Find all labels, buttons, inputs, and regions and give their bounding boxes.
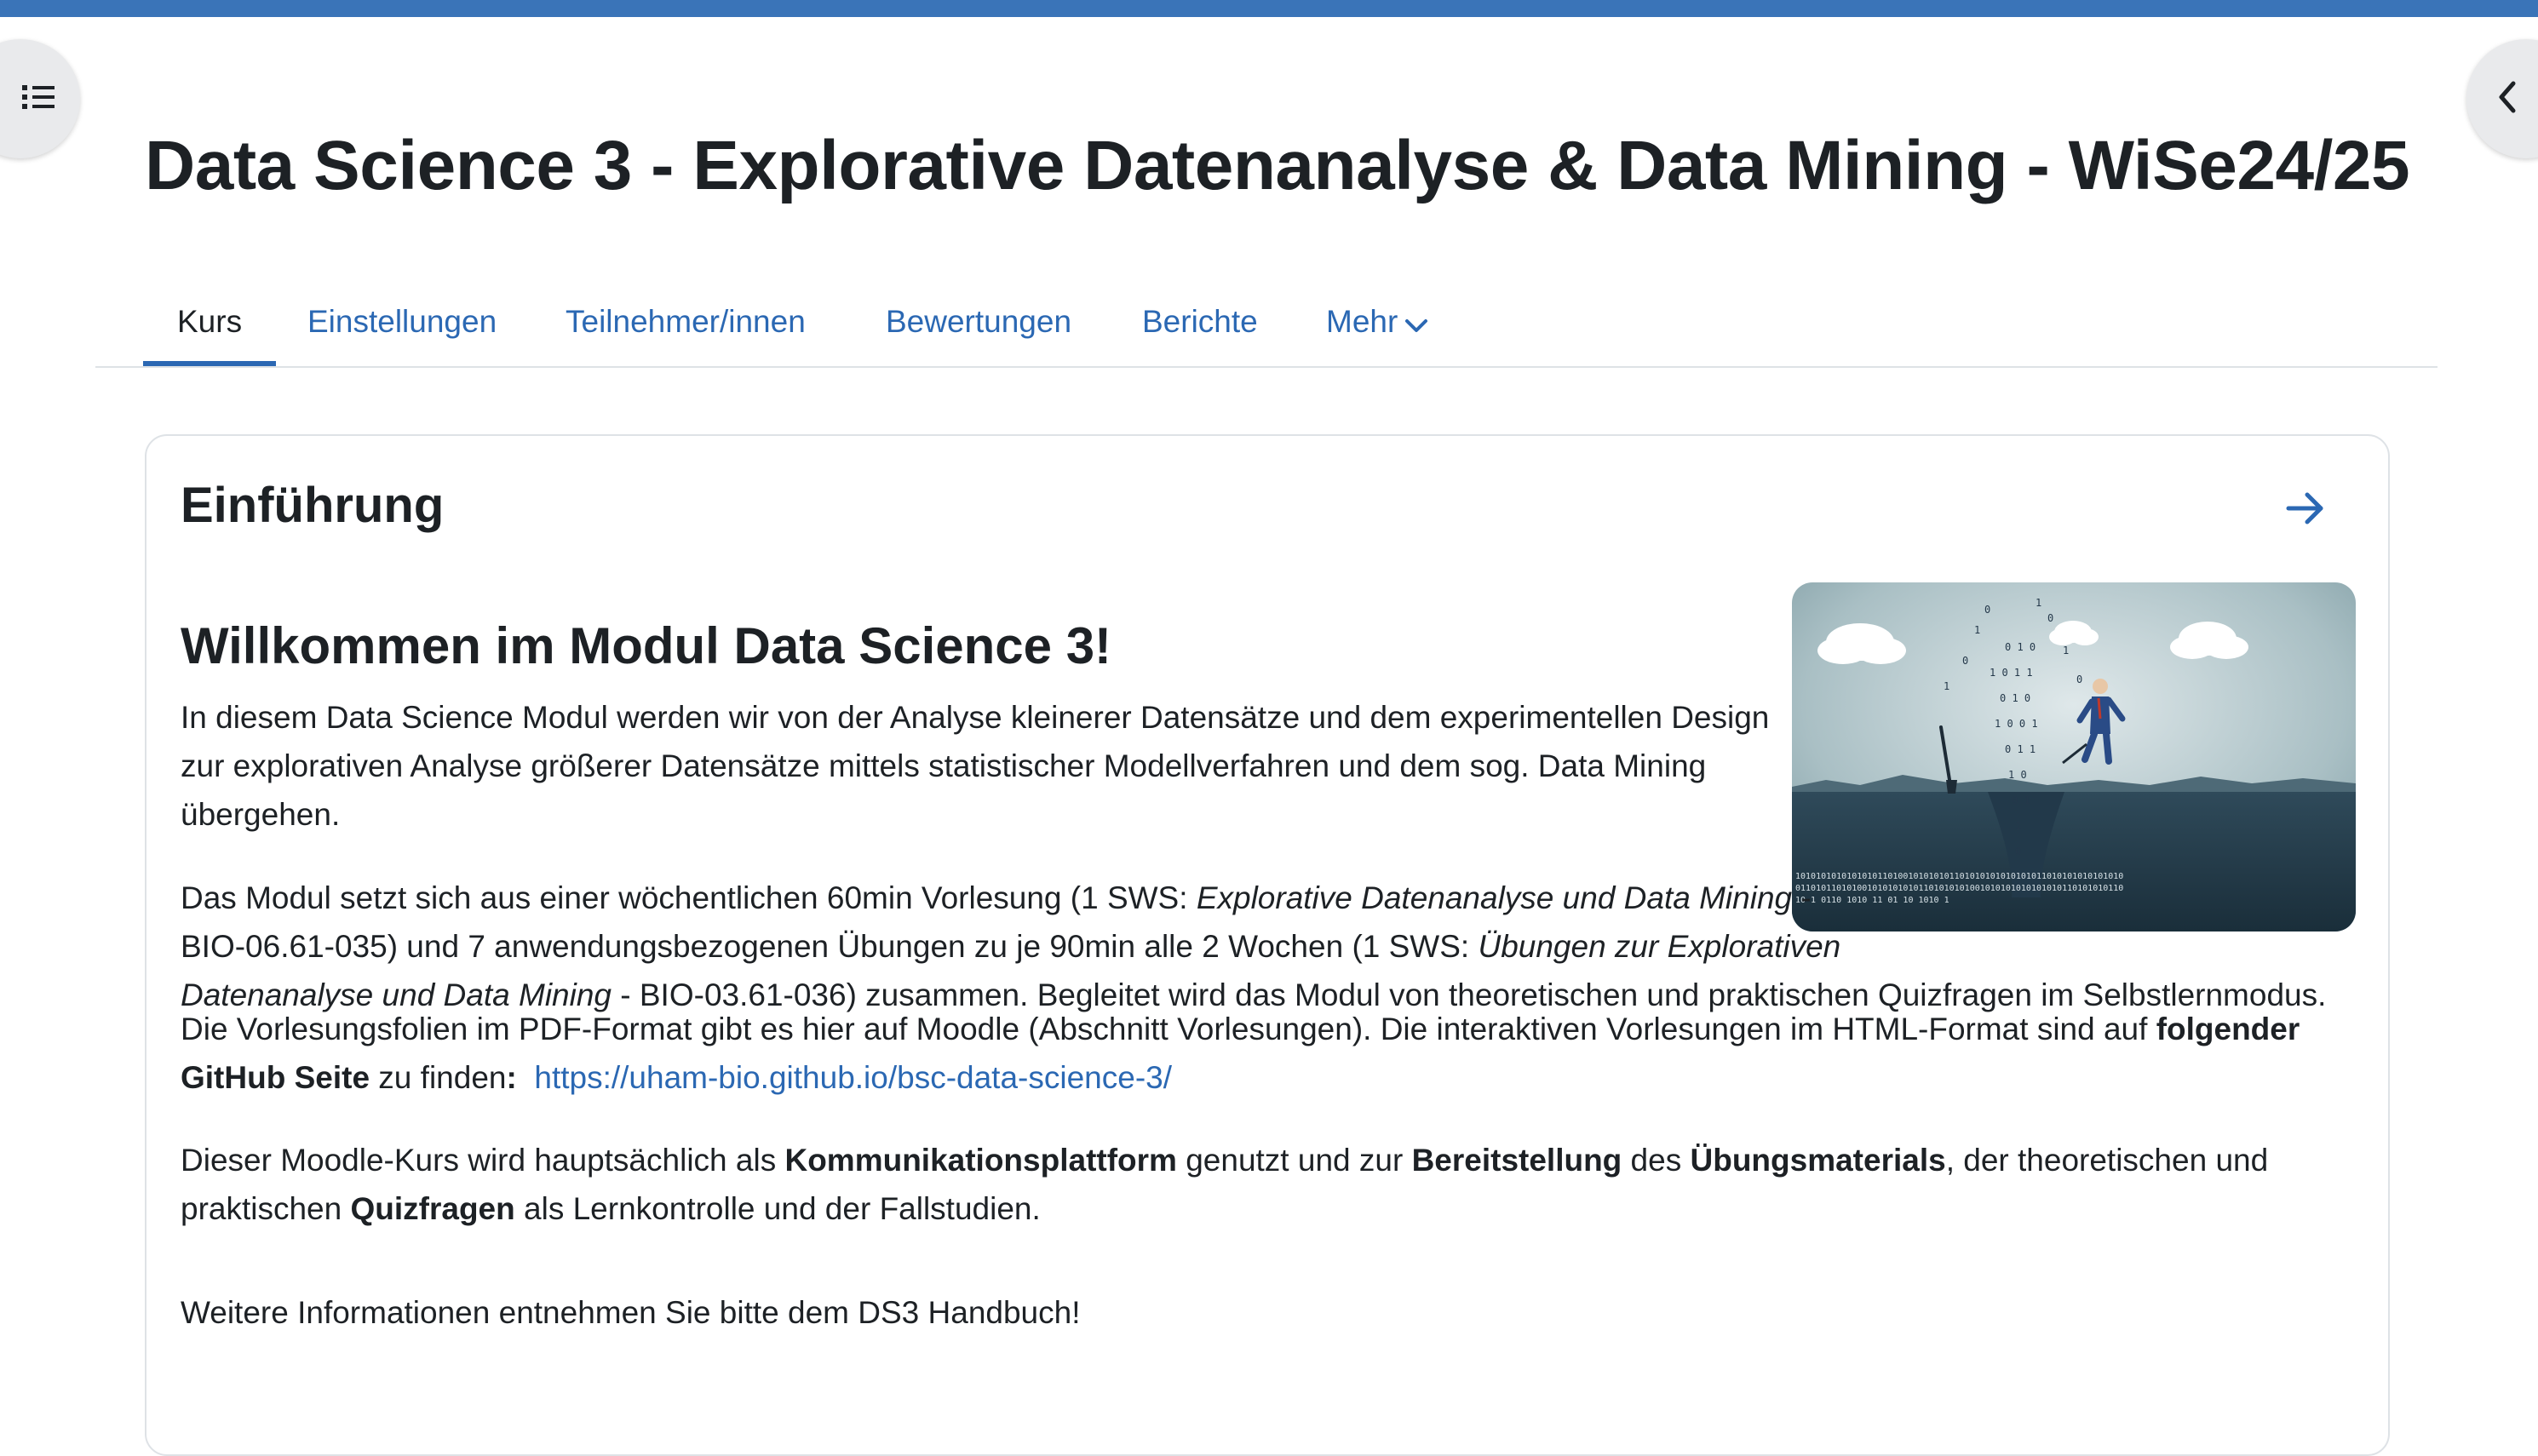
- tab-mehr[interactable]: [1326, 279, 1428, 364]
- structure-text-2a: BIO-06.61-035) und 7 anwendungsbezogenen Übungen zu je 90min alle 2 Wochen (1 SWS:: [181, 929, 1479, 964]
- page-title: Data Science 3 - Explorative Datenanalyse & Data Mining - WiSe24/25: [145, 127, 2410, 204]
- tab-teilnehmer[interactable]: Teilnehmer/innen: [566, 304, 806, 339]
- usage-text-1: Dieser Moodle-Kurs wird hauptsächlich als: [181, 1143, 785, 1178]
- top-accent-bar: [0, 0, 2538, 17]
- intro-line-3: übergehen.: [181, 797, 341, 832]
- svg-text:0 1 0: 0 1 0: [2005, 641, 2036, 653]
- section-title[interactable]: Einführung: [181, 478, 445, 533]
- open-block-drawer-button[interactable]: [2466, 39, 2538, 158]
- usage-text-5: praktischen: [181, 1191, 351, 1226]
- slides-colon: :: [506, 1060, 517, 1095]
- module-structure-paragraph: [181, 874, 2326, 1019]
- structure-text-1c: -: [1792, 880, 1812, 915]
- structure-text-1a: Das Modul setzt sich aus einer wöchentlichen 60min Vorlesung (1 SWS:: [181, 880, 1197, 915]
- course-index-list-icon: [22, 83, 56, 115]
- usage-bold-provision: Bereitstellung: [1411, 1143, 1622, 1178]
- svg-text:0: 0: [2015, 846, 2022, 857]
- svg-text:1 0 0 1: 1 0 0 1: [1995, 718, 2038, 730]
- svg-text:1: 1: [2036, 597, 2042, 609]
- welcome-heading: Willkommen im Modul Data Science 3!: [181, 617, 1112, 674]
- svg-text:1: 1: [1974, 624, 1981, 636]
- svg-text:1 0 1 1: 1 0 1 1: [1990, 667, 2033, 679]
- usage-text-3: des: [1622, 1143, 1691, 1178]
- tab-kurs[interactable]: Kurs: [177, 279, 242, 364]
- chevron-left-icon: [2496, 80, 2518, 118]
- svg-text:1: 1: [2015, 820, 2022, 832]
- structure-text-3b: - BIO-03.61-036) zusammen. Begleitet wird das Modul von theoretischen und praktischen Quizfragen im Selbstlernmodus.: [612, 977, 2327, 1012]
- svg-text:1: 1: [1944, 680, 1950, 692]
- usage-bold-communication: Kommunikationsplattform: [784, 1143, 1177, 1178]
- handbook-paragraph: Weitere Informationen entnehmen Sie bitte dem DS3 Handbuch!: [181, 1295, 1081, 1330]
- open-course-index-button[interactable]: [0, 39, 80, 158]
- svg-text:0: 0: [2047, 612, 2054, 624]
- slides-bold-1: folgender: [2156, 1012, 2300, 1046]
- tab-mehr-label: Mehr: [1326, 304, 1398, 339]
- svg-text:1: 1: [2063, 645, 2070, 656]
- tab-bewertungen[interactable]: Bewertungen: [886, 304, 1072, 339]
- svg-text:0 1: 0 1: [2012, 794, 2030, 806]
- github-pages-link[interactable]: https://uham-bio.github.io/bsc-data-science-3/: [534, 1060, 1172, 1095]
- svg-text:0 1 0: 0 1 0: [2000, 692, 2031, 704]
- usage-text-4: , der theoretischen und: [1945, 1143, 2269, 1178]
- structure-course-name-1: Explorative Datenanalyse und Data Mining: [1196, 880, 1793, 915]
- section-einfuehrung: [145, 434, 2390, 1456]
- svg-text:0: 0: [2076, 674, 2083, 685]
- svg-text:0: 0: [1962, 655, 1969, 667]
- slides-paragraph: [181, 1005, 2300, 1102]
- chevron-down-icon: [1404, 281, 1428, 366]
- usage-bold-material: Übungsmaterials: [1690, 1143, 1946, 1178]
- usage-text-2: genutzt und zur: [1176, 1143, 1412, 1178]
- structure-course-name-2b: Datenanalyse und Data Mining: [181, 977, 612, 1012]
- svg-text:101010101010101011010010101010: 1010101010101010110100101010101101010101010101011010101010101010: [1795, 872, 2124, 881]
- slides-text-1: Die Vorlesungsfolien im PDF-Format gibt es hier auf Moodle (Abschnitt Vorlesungen). Die interaktiven Vorlesungen im HTML-Format sind auf: [181, 1012, 2156, 1046]
- svg-text:10 1 0110 1010: 10 1 0110 1010 11 01 10 1010 1: [1795, 896, 1949, 905]
- svg-text:1 0: 1 0: [2008, 769, 2027, 781]
- intro-paragraph: [181, 693, 1769, 839]
- slides-bold-2: GitHub Seite: [181, 1060, 370, 1095]
- moodle-usage-paragraph: [181, 1136, 2268, 1233]
- course-secondary-navigation: [95, 255, 2438, 368]
- intro-line-1: In diesem Data Science Modul werden wir von der Analyse kleinerer Datensätze und dem experimentellen Design: [181, 700, 1770, 735]
- usage-text-6: als Lernkontrolle und der Fallstudien.: [514, 1191, 1041, 1226]
- svg-text:011010110101001010101010110101: 0110101101010010101010101101010101001010101010101010110101010110: [1795, 884, 2124, 893]
- arrow-right-icon[interactable]: [2284, 487, 2327, 530]
- svg-text:0 1 1: 0 1 1: [2005, 743, 2036, 755]
- tab-berichte[interactable]: Berichte: [1142, 304, 1258, 339]
- structure-course-name-2a: Übungen zur Explorativen: [1478, 929, 1841, 964]
- usage-bold-quiz: Quizfragen: [350, 1191, 515, 1226]
- svg-text:0: 0: [1984, 604, 1991, 616]
- intro-line-2: zur explorativen Analyse größerer Datensätze mittels statistischer Modellverfahren und dem sog. Data Mining: [181, 748, 1707, 783]
- slides-text-2: zu finden: [370, 1060, 507, 1095]
- tab-einstellungen[interactable]: Einstellungen: [307, 304, 497, 339]
